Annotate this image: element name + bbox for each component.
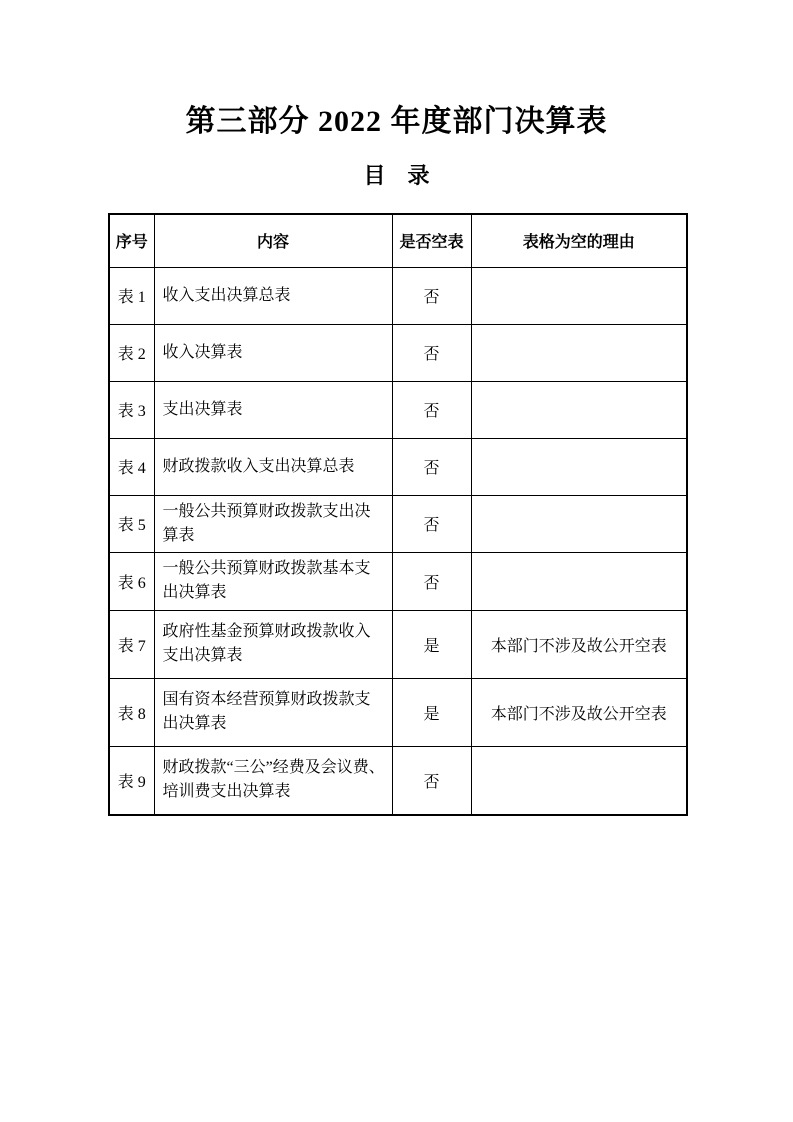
row-no-cell: 表 4 [109, 438, 154, 495]
row-content-cell: 财政拨款“三公”经费及会议费、培训费支出决算表 [154, 746, 392, 815]
row-reason-cell: 本部门不涉及故公开空表 [471, 678, 687, 746]
row-reason-cell: 本部门不涉及故公开空表 [471, 610, 687, 678]
row-reason-cell [471, 438, 687, 495]
row-reason-cell [471, 324, 687, 381]
row-reason-cell [471, 552, 687, 610]
row-empty-cell: 是 [392, 610, 471, 678]
table-row-5 [109, 495, 687, 552]
toc-table [108, 213, 688, 816]
row-reason-cell [471, 381, 687, 438]
col-header-reason: 表格为空的理由 [471, 214, 687, 267]
table-row-4 [109, 438, 687, 495]
row-no-cell: 表 6 [109, 552, 154, 610]
row-empty-cell: 否 [392, 495, 471, 552]
row-no-cell: 表 5 [109, 495, 154, 552]
row-no-cell: 表 3 [109, 381, 154, 438]
row-empty-cell: 否 [392, 324, 471, 381]
row-empty-cell: 是 [392, 678, 471, 746]
row-content-cell: 国有资本经营预算财政拨款支出决算表 [154, 678, 392, 746]
table-row-2 [109, 324, 687, 381]
row-content-cell: 一般公共预算财政拨款支出决算表 [154, 495, 392, 552]
row-empty-cell: 否 [392, 438, 471, 495]
row-no-cell: 表 7 [109, 610, 154, 678]
table-row-7 [109, 610, 687, 678]
row-content-cell: 收入支出决算总表 [154, 267, 392, 324]
toc-header-row [109, 214, 687, 267]
row-content-cell: 支出决算表 [154, 381, 392, 438]
col-header-seq: 序号 [109, 214, 154, 267]
col-header-empty: 是否空表 [392, 214, 471, 267]
row-empty-cell: 否 [392, 552, 471, 610]
table-row-3 [109, 381, 687, 438]
table-row-9 [109, 746, 687, 815]
row-content-cell: 财政拨款收入支出决算总表 [154, 438, 392, 495]
table-row-6 [109, 552, 687, 610]
row-reason-cell [471, 495, 687, 552]
row-empty-cell: 否 [392, 746, 471, 815]
row-no-cell: 表 8 [109, 678, 154, 746]
row-no-cell: 表 9 [109, 746, 154, 815]
row-content-cell: 收入决算表 [154, 324, 392, 381]
document-title: 第三部分 2022 年度部门决算表 [185, 105, 608, 138]
col-header-content: 内容 [154, 214, 392, 267]
table-row-1 [109, 267, 687, 324]
row-reason-cell [471, 746, 687, 815]
row-no-cell: 表 1 [109, 267, 154, 324]
table-row-8 [109, 678, 687, 746]
row-content-cell: 一般公共预算财政拨款基本支出决算表 [154, 552, 392, 610]
row-no-cell: 表 2 [109, 324, 154, 381]
row-content-cell: 政府性基金预算财政拨款收入支出决算表 [154, 610, 392, 678]
row-empty-cell: 否 [392, 381, 471, 438]
toc-heading: 目 录 [363, 163, 430, 188]
row-reason-cell [471, 267, 687, 324]
row-empty-cell: 否 [392, 267, 471, 324]
